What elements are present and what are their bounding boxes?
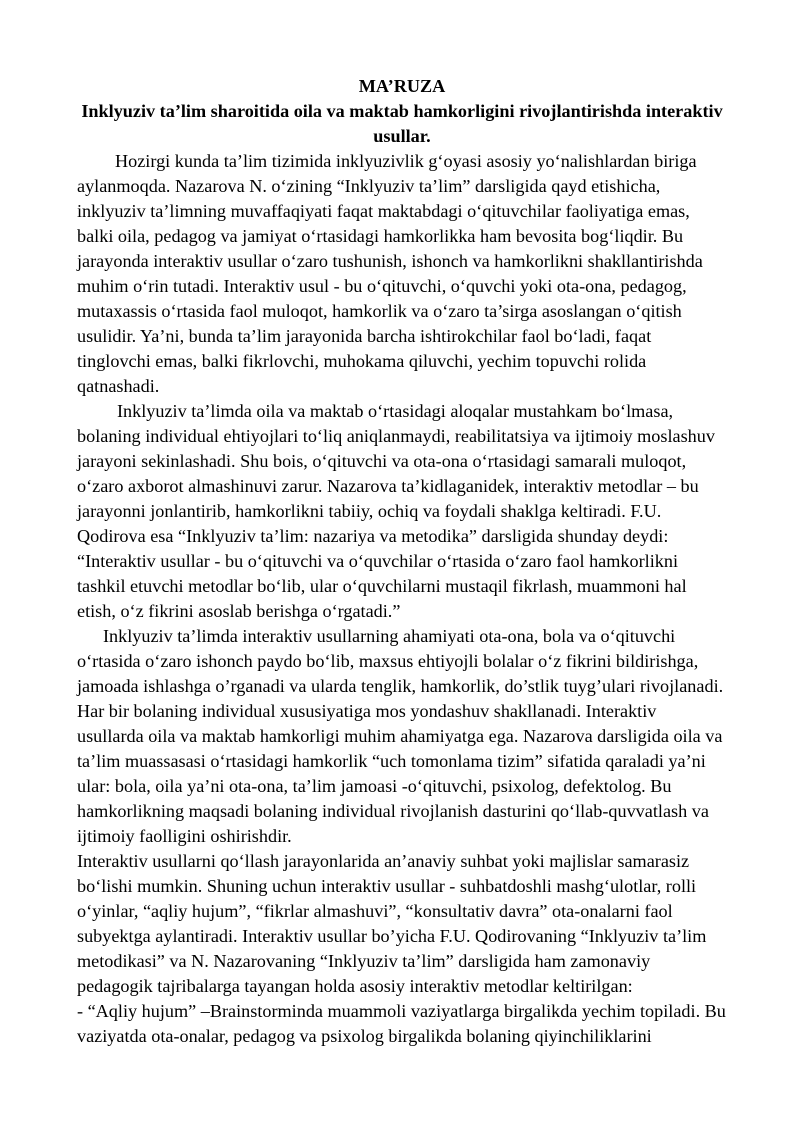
lecture-subtitle: Inklyuziv ta’lim sharoitida oila va maktab hamkorligini rivojlantirishda interaktiv usullar. [81,101,723,146]
paragraph: Interaktiv usullarni qo‘llash jarayonlarida an’anaviy suhbat yoki majlislar samarasiz bo‘lishi mumkin. Shuning uchun interaktiv usullar - suhbatdoshli mashg‘ulotlar, rolli o‘yinlar, “aqliy hujum”, “fikrlar almashuvi”, “konsultativ davra” ota-onalarni faol subyektga aylantiradi. Interaktiv usullar bo’yicha F.U. Qodirovaning “Inklyuziv ta’lim metodikasi” va N. Nazarovaning “Inklyuziv ta’lim” darsligida ham zamonaviy pedagogik tajribalarga tayangan holda asosiy interaktiv metodlar keltirilgan: [77,851,707,996]
paragraph: Inklyuziv ta’limda interaktiv usullarning ahamiyati ota-ona, bola va o‘qituvchi o‘rtasida o‘zaro ishonch paydo bo‘lib, maxsus ehtiyojli bolalar o‘z fikrini bildirishga, jamoada ishlashga o’rganadi va ularda tenglik, hamkorlik, do’stlik tuyg’ulari rivojlanadi. Har bir bolaning individual xususiyatiga mos yondashuv shakllanadi. Interaktiv usullarda oila va maktab hamkorligi muhim ahamiyatga ega. Nazarova darsligida oila va ta’lim muassasasi o‘rtasidagi hamkorlik “uch tomonlama tizim” sifatida qaraladi ya’ni ular: bola, oila ya’ni ota-ona, ta’lim jamoasi -o‘qituvchi, psixolog, defektolog. Bu hamkorlikning maqsadi bolaning individual rivojlanish dasturini qo‘llab-quvvatlash va ijtimoiy faolligini oshirishdir. [77,626,724,846]
paragraph: Hozirgi kunda ta’lim tizimida inklyuzivlik g‘oyasi asosiy yo‘nalishlardan biriga aylanmoqda. Nazarova N. o‘zining “Inklyuziv ta’lim” darsligida qayd etishicha, inklyuziv ta’limning muvaffaqiyati faqat maktabdagi o‘qituvchilar faoliyatiga emas, balki oila, pedagog va jamiyat o‘rtasidagi hamkorlikka ham bevosita bog‘liqdir. Bu jarayonda interaktiv usullar o‘zaro tushunish, ishonch va hamkorlikni shakllantirishda muhim o‘rin tutadi. Interaktiv usul - bu o‘qituvchi, o‘quvchi yoki ota-ona, pedagog, mutaxassis o‘rtasida faol muloqot, hamkorlik va o‘zaro ta’sirga asoslangan o‘qitish usulidir. Ya’ni, bunda ta’lim jarayonida barcha ishtirokchilar faol bo‘ladi, faqat tinglovchi emas, balki fikrlovchi, muhokama qiluvchi, yechim topuvchi rolida qatnashadi. [77,151,703,396]
lecture-title: MA’RUZA [358,76,446,96]
paragraph: Inklyuziv ta’limda oila va maktab o‘rtasidagi aloqalar mustahkam bo‘lmasa, bolaning individual ehtiyojlari to‘liq aniqlanmaydi, reabilitatsiya va ijtimoiy moslashuv jarayoni sekinlashadi. Shu bois, o‘qituvchi va ota-ona o‘rtasidagi samarali muloqot, o‘zaro axborot almashinuvi zarur. Nazarova ta’kidlaganidek, interaktiv metodlar – bu jarayonni jonlantirib, hamkorlikni tabiiy, ochiq va foydali shaklga keltiradi. F.U. Qodirova esa “Inklyuziv ta’lim: nazariya va metodika” darsligida shunday deydi: “Interaktiv usullar - bu o‘qituvchi va o‘quvchilar o‘rtasida o‘zaro faol hamkorlikni tashkil etuvchi metodlar bo‘lib, ular o‘quvchilarni mustaqil fikrlash, muammoni hal etish, o‘z fikrini asoslab berishga o‘rgatadi.” [77,401,715,621]
list-item: - “Aqliy hujum” –Brainstorminda muammoli vaziyatlarga birgalikda yechim topiladi. Bu vaziyatda ota-onalar, pedagog va psixolog birgalikda bolaning qiyinchiliklarini [77,1001,726,1046]
document-page [77,74,727,1049]
